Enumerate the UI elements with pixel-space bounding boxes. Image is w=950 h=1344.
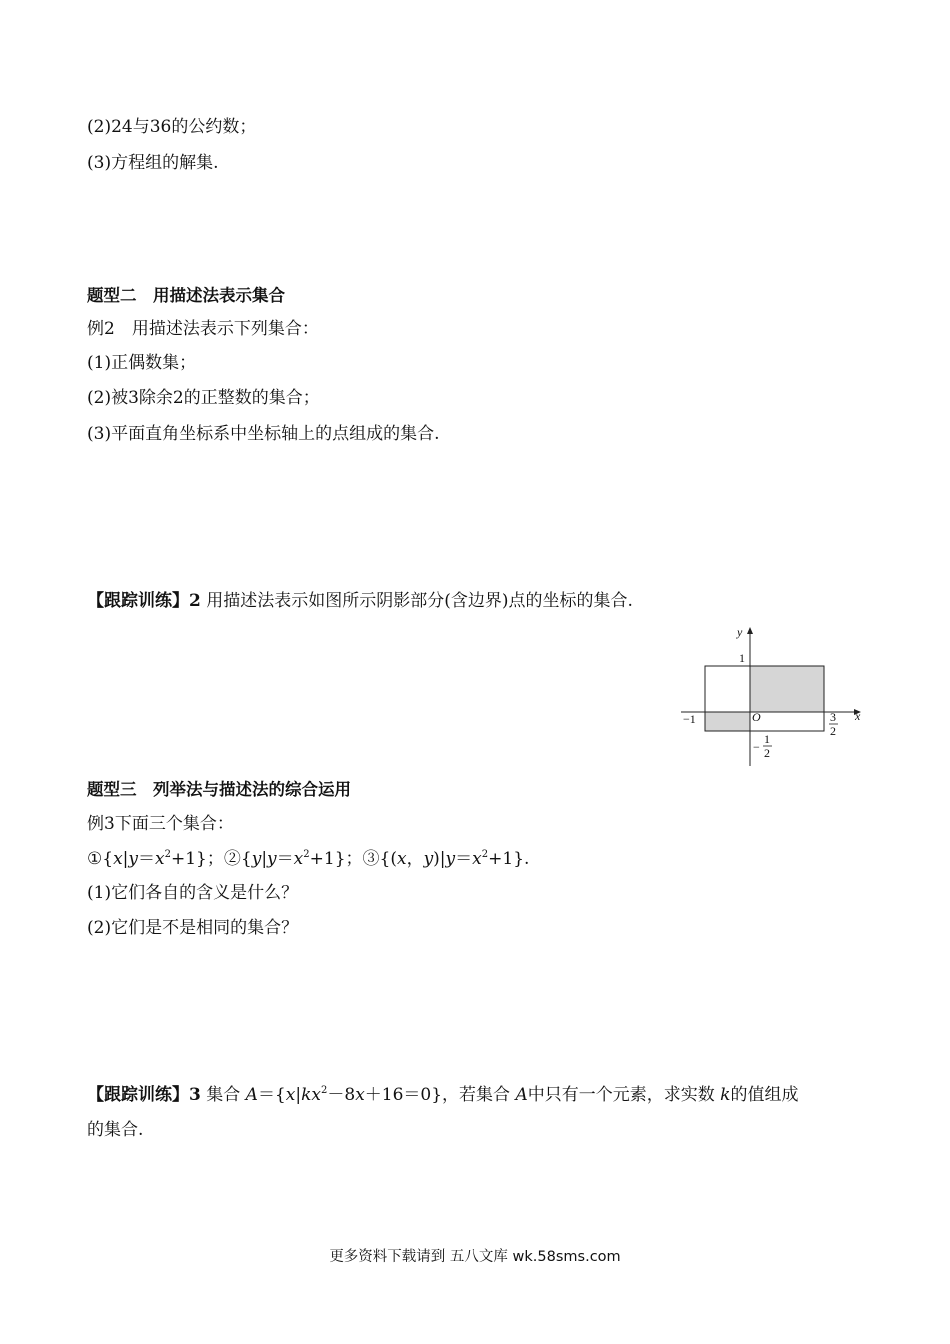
- example2-item-3: (3)平面直角坐标系中坐标轴上的点组成的集合.: [87, 424, 440, 444]
- set3-rhs: +1: [488, 849, 514, 869]
- practice2-line: [87, 591, 633, 611]
- coordinate-figure: [675, 622, 870, 770]
- y-tick-neg-half-den: 2: [764, 746, 770, 760]
- x-tick-3-2-num: 3: [830, 710, 836, 724]
- set3-mark: ③: [362, 849, 380, 869]
- set1-mark: ①: [87, 849, 103, 869]
- y-axis-label: y: [737, 625, 743, 639]
- shaded-region-lower: [705, 712, 750, 731]
- practice3-pre: 集合: [206, 1085, 241, 1105]
- example3-question-1: (1)它们各自的含义是什么？: [87, 883, 299, 903]
- example3-question-2: (2)它们是不是相同的集合？: [87, 918, 299, 938]
- example3-intro: 例3下面三个集合：: [87, 814, 234, 834]
- practice3-tail3: 的值组成: [730, 1085, 799, 1105]
- origin-label: O: [752, 710, 761, 724]
- y-tick-neg-half-num: 1: [764, 732, 770, 746]
- example2-item-1: (1)正偶数集；: [87, 353, 197, 373]
- practice3-tail: ，若集合: [442, 1085, 511, 1105]
- practice3-tail2: 中只有一个元素，求实数: [527, 1085, 715, 1105]
- set2-rhs: +1: [309, 849, 335, 869]
- practice3-line-2: 的集合.: [87, 1120, 144, 1140]
- practice2-text: 用描述法表示如图所示阴影部分(含边界)点的坐标的集合.: [206, 591, 633, 611]
- x-tick-3-2-den: 2: [830, 724, 836, 738]
- x-tick-neg1: −1: [683, 712, 696, 726]
- q1-item-3: (3)方程组的解集.: [87, 153, 219, 173]
- x-axis-label: x: [855, 709, 861, 723]
- example3-sets: $①\{x|y=x^2+1\}$；$②\{y|y=x^2+1\}$；③{(x，$y)|y=x^2+1$}.: [87, 849, 530, 869]
- practice2-label: 【跟踪训练】2: [87, 591, 201, 611]
- y-axis-arrow: [747, 627, 753, 634]
- set2-mark: ②: [223, 849, 241, 869]
- example2-item-2: (2)被3除余2的正整数的集合；: [87, 388, 320, 408]
- example2-intro: 例2 用描述法表示下列集合：: [87, 319, 319, 339]
- shaded-region-upper: [750, 666, 824, 712]
- practice3-label: 【跟踪训练】3: [87, 1085, 201, 1105]
- footer-download-note: 更多资料下载请到 五八文库 wk.58sms.com: [329, 1249, 621, 1265]
- practice3-line-1: 【跟踪训练】3 集合 $A=\{x|kx^2-8x+16=0\}$，若集合 A中只有一个元素，求实数 k的值组成: [87, 1085, 799, 1105]
- q1-item-2: (2)24与36的公约数；: [87, 117, 257, 137]
- set1-rhs: +1: [170, 849, 197, 869]
- section3-heading: 题型三 列举法与描述法的综合运用: [87, 780, 351, 799]
- y-tick-neg-half-sign: −: [753, 740, 760, 754]
- y-tick-1: 1: [739, 651, 745, 665]
- section2-heading: 题型二 用描述法表示集合: [87, 286, 285, 305]
